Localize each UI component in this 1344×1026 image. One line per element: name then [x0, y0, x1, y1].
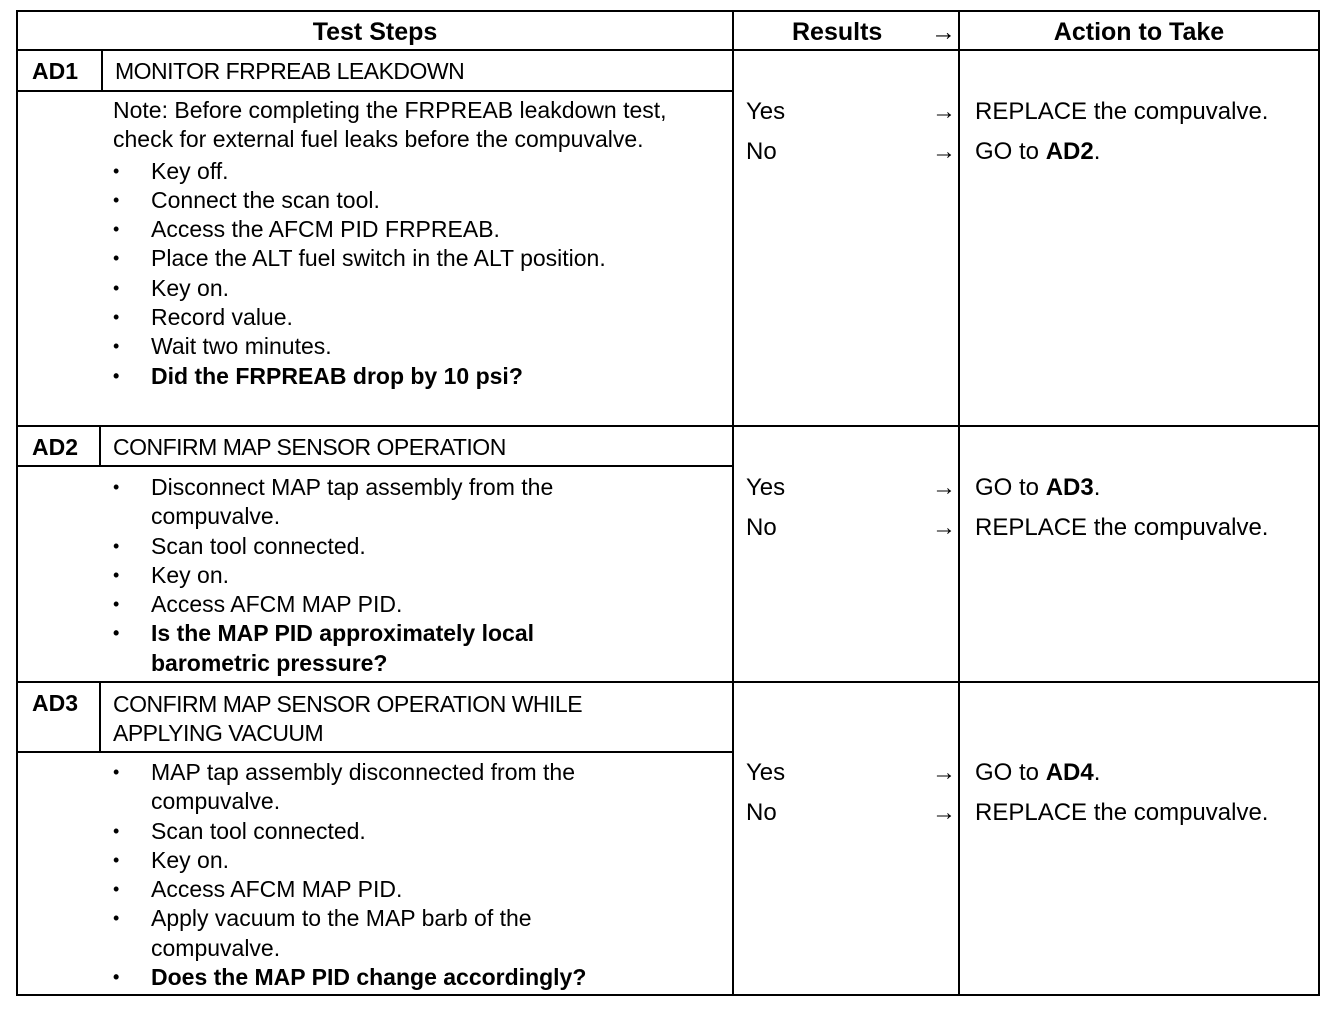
arrow-icon: →: [931, 18, 956, 46]
step-item: • Scan tool connected.: [113, 817, 718, 846]
action-text: GO to AD3.: [975, 474, 1101, 501]
actions-block: [975, 753, 1268, 833]
arrow-icon: →: [932, 474, 956, 501]
result-no: [746, 793, 956, 833]
row-rule: [18, 425, 1318, 427]
step-body: [113, 96, 718, 391]
result-no: [746, 508, 956, 548]
step-item: • Key off.: [113, 157, 718, 186]
result-label: No: [746, 799, 777, 826]
results-block: [746, 468, 956, 548]
header-results-label: Results: [792, 18, 883, 46]
result-yes: [746, 468, 956, 508]
step-item: • Key on.: [113, 561, 718, 590]
step-item: • Wait two minutes.: [113, 332, 718, 361]
step-note: Note: Before completing the FRPREAB leakdown test, check for external fuel leaks before the compuvalve.: [113, 97, 667, 153]
actions-block: [975, 92, 1268, 172]
action-text: GO to AD4.: [975, 759, 1101, 786]
step-item: • Key on.: [113, 846, 718, 875]
step-title: CONFIRM MAP SENSOR OPERATION WHILE APPLYING VACUUM: [113, 691, 583, 746]
arrow-icon: →: [932, 98, 956, 125]
step-code: AD1: [32, 58, 79, 84]
step-item: • Apply vacuum to the MAP barb of the compuvalve.: [113, 904, 718, 963]
arrow-icon: →: [932, 514, 956, 541]
code-divider: [99, 683, 101, 753]
header-results: [734, 14, 958, 50]
step-item: • Disconnect MAP tap assembly from the compuvalve.: [113, 473, 718, 532]
step-item: • Access the AFCM PID FRPREAB.: [113, 215, 718, 244]
result-label: Yes: [746, 474, 786, 501]
step-list: [113, 157, 718, 391]
action-text: REPLACE the compuvalve.: [975, 514, 1269, 541]
step-item: • Access AFCM MAP PID.: [113, 590, 718, 619]
result-label: Yes: [746, 759, 786, 786]
arrow-icon: →: [932, 799, 956, 826]
actions-block: [975, 468, 1268, 548]
results-block: [746, 753, 956, 833]
code-divider: [101, 51, 103, 91]
step-item: • Place the ALT fuel switch in the ALT position.: [113, 244, 718, 273]
step-body: [113, 473, 718, 678]
arrow-icon: →: [932, 138, 956, 165]
step-list: [113, 758, 718, 992]
arrow-icon: →: [932, 759, 956, 786]
results-block: [746, 92, 956, 172]
step-item: • Access AFCM MAP PID.: [113, 875, 718, 904]
step-code: AD3: [32, 690, 79, 716]
step-item: • Record value.: [113, 303, 718, 332]
header-test-steps: Test Steps: [312, 18, 438, 46]
result-no: [746, 132, 956, 172]
step-item: • Key on.: [113, 274, 718, 303]
column-divider: [732, 12, 734, 996]
title-rule: [18, 751, 732, 753]
result-label: Yes: [746, 98, 786, 125]
header-action: Action to Take: [1053, 18, 1225, 46]
step-list: [113, 473, 718, 678]
action-text: REPLACE the compuvalve.: [975, 799, 1269, 826]
result-label: No: [746, 514, 777, 541]
action-text: GO to AD2.: [975, 138, 1101, 165]
step-title: MONITOR FRPREAB LEAKDOWN: [115, 58, 465, 84]
step-body: [113, 758, 718, 992]
result-yes: [746, 753, 956, 793]
step-title: CONFIRM MAP SENSOR OPERATION: [113, 434, 506, 460]
action-text: REPLACE the compuvalve.: [975, 98, 1269, 125]
step-question: • Is the MAP PID approximately local barometric pressure?: [113, 619, 718, 678]
row-rule: [18, 681, 1318, 683]
step-item: • MAP tap assembly disconnected from the compuvalve.: [113, 758, 718, 817]
result-yes: [746, 92, 956, 132]
title-rule: [18, 90, 732, 92]
result-label: No: [746, 138, 777, 165]
step-code: AD2: [32, 434, 79, 460]
code-divider: [99, 427, 101, 467]
step-question: • Did the FRPREAB drop by 10 psi?: [113, 362, 718, 391]
step-question: • Does the MAP PID change accordingly?: [113, 963, 718, 992]
title-rule: [18, 465, 732, 467]
step-item: • Connect the scan tool.: [113, 186, 718, 215]
step-item: • Scan tool connected.: [113, 532, 718, 561]
diagnostic-table: [16, 10, 1320, 996]
column-divider: [958, 12, 960, 996]
